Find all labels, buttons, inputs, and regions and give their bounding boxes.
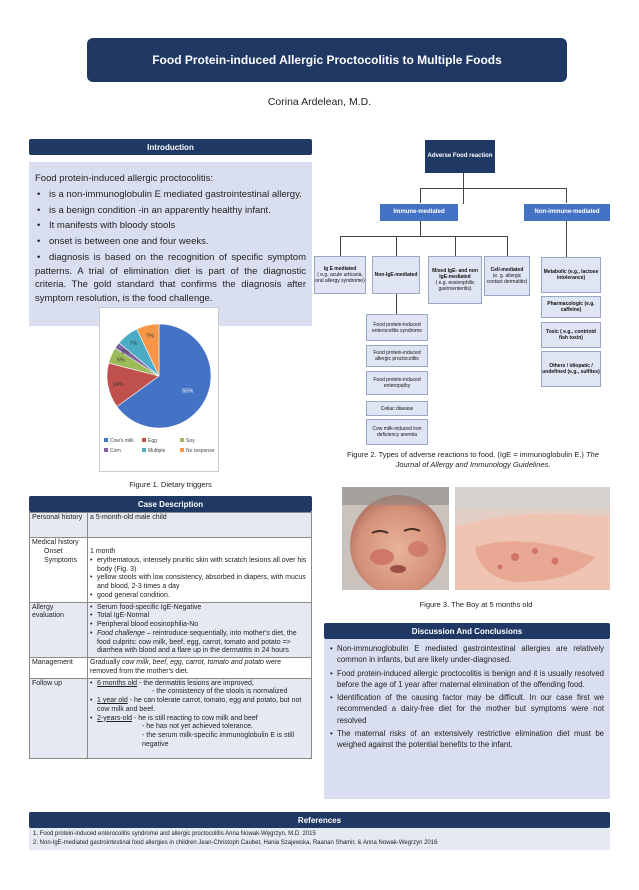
discussion-box [324,639,610,799]
flow-sub-item: Food protein-induced enterocolitis syndrome [366,314,428,341]
legend-label: Egg [148,438,157,444]
pie-chart [100,308,218,471]
figure-1-caption: Figure 1. Dietary triggers [129,480,212,489]
medical-history-label: Medical history [32,539,79,546]
legend-label: No response [186,448,215,454]
flow-mixed: Mixed IgE- and non IgE-mediated ( e.g. eosinophilic gastroenteritis) [428,256,482,304]
flow-toxic: Toxic ( e.g., contrinid fish toxin) [541,322,601,348]
row-value: a 5-month-old male child [88,513,312,538]
allergy-item: • Food challenge – reintroduce sequentially, into mother's diet, the food culprits: cow milk, beef, egg, carrot, tomato and potato => diarrhea with blood and a flare up in the dermatitis in 24 hours [90,630,309,656]
allergy-item: • Peripheral blood eosinophilia-No [90,621,309,630]
row-key: Personal history [30,513,88,538]
row-value [88,538,312,603]
author: Corina Ardelean, M.D. [267,96,372,108]
row-key: Management [30,658,88,679]
flow-nonige: Non-IgE-mediated [372,256,420,294]
table-row [30,538,312,603]
table-row [30,678,312,758]
flow-ige: Ig E mediated ( e.g. acute urticaria, oral allergy syndrome) [314,256,366,294]
intro-bullet: • is a non-immunoglobulin E mediated gastrointestinal allergy. [37,188,302,200]
row-value: Gradually cow milk, beef, egg, carrot, tomato and potato were removed from the mother's diet. [88,658,312,679]
figure-2-caption: Figure 2. Types of adverse reactions to food. (IgE = immunoglobulin E.) The Journal of Allergy and Immunology Guidelines. [347,450,599,470]
discussion-item: • Non-immunoglobulin E mediated gastrointestinal allergies are relatively common in infants, but are likely under-diagnosed. [330,643,604,666]
legend-swatch [104,438,108,442]
symptom-item: • erythematous, intensely pruritic skin with scratch lesions all over his body (Fig. 3) [90,557,309,575]
pie-data-label: 7% [129,341,138,348]
introduction-heading: Introduction [29,139,312,155]
poster-title: Food Protein-induced Allergic Proctocolitis to Multiple Foods [87,38,567,82]
follow-up-item: • 6 months old - the dermatitis lesions are improved, - the consistency of the stools is normalized [90,680,309,698]
flow-sub-item: Cow milk-induced iron deficiency anemia [366,419,428,445]
intro-lead: Food protein-induced allergic proctocolitis: [35,173,213,184]
follow-up-item: • 1 year old - he can tolerate carrot, tomato, egg and potato, but not cow milk and beef. [90,697,309,715]
legend-swatch [180,448,184,452]
flow-sub-item: Celiac disease [366,401,428,416]
pie-data-label: 2% [121,349,130,356]
onset-value: 1 month [90,548,116,555]
infant-face-photo [342,487,449,590]
table-row [30,513,312,538]
legend-label: Corn [110,448,121,454]
intro-bullet: • It manifests with bloody stools [37,220,176,232]
legend-label: Multiple [148,448,166,454]
reference-item: 2. Non-IgE-mediated gastrointestinal food allergies in children Jean-Christoph Caubet, Hania Szajewska, Raanan Shamir, & Anna Nowak-Wegrzyn 2016 [33,840,438,846]
legend-label: Cow's milk [110,438,134,444]
symptom-item: • yellow stools with low consistency, absorbed in diapers, with mucus and blood, 2-3 times a day [90,574,309,592]
table-row [30,602,312,658]
allergy-item: • Total IgE-Normal [90,612,309,621]
legend-swatch [142,448,146,452]
symptom-item: • good general condition. [90,592,309,601]
legend-swatch [180,438,184,442]
case-table-wrap [29,512,312,759]
case-description-heading: Case Description [29,496,312,512]
flow-metabolic: Metabolic (e.g., lactose intolerance) [541,257,601,293]
discussion-item: • The maternal risks of an extensively restrictive elimination diet must be weighed against the potential benefits to the infant. [330,728,604,751]
discussion-heading: Discussion And Conclusions [324,623,610,639]
case-table [29,512,312,759]
pie-data-label: 14% [112,381,124,388]
flow-sub-item: Food protein-induced allergic proctocolitis [366,345,428,367]
follow-up-item: • 2-years-old - he is still reacting to cow milk and beef - he has not yet achieved tolerance. - the serum milk-specific immunoglobulin E is still negative [90,715,309,750]
intro-bullet: • is a benign condition -in an apparently healthy infant. [37,204,271,216]
pie-chart-frame [99,307,219,472]
onset-label: Onset [44,547,63,555]
pie-data-label: 65% [182,388,194,395]
row-value [88,602,312,658]
symptoms-label: Symptoms [44,556,78,564]
allergy-item: • Serum food-specific IgE-Negative [90,604,309,613]
flow-nonimmune: Non-immune-mediated [524,204,610,221]
discussion-item: • Food protein-induced allergic proctocolitis is benign and it is usually resolved before the age of 1 year after maternal elimination of the offending food. [330,668,604,691]
flow-root: Adverse Food reaction [425,140,495,173]
intro-bullet: • diagnosis is based on the recognition of specific symptom patterns. A trial of elimination diet is part of the diagnostic criteria. The gold standard that confirms the diagnosis after symptom resolution, is the food challenge. [35,251,306,305]
reference-item: 1. Food protein-induced enterocolitis syndrome and allergic proctocolitis Anna Nowak-Węgrzyn, M.D. 2015 [33,831,316,837]
flow-cell: Cell-mediated (e. g. allergic contact dermatitis) [484,256,530,296]
pie-data-label: 7% [145,333,154,340]
flow-pharmacologic: Pharmacologic (e.g. caffeine) [541,296,601,318]
row-value [88,678,312,758]
pie-data-label: 5% [116,357,125,364]
table-row [30,658,312,679]
figure-3-caption: Figure 3. The Boy at 5 months old [419,600,533,609]
introduction-box [29,162,312,326]
row-key: Follow up [30,678,88,758]
references-box [29,828,610,850]
discussion-item: • Identification of the causing factor may be difficult. In our case first we recommended a dairy-free diet for the mother but symptoms were not resolved [330,692,604,726]
legend-label: Soy [186,438,195,444]
legend-swatch [104,448,108,452]
flow-sub-item: Food protein-induced enteropathy [366,371,428,395]
flow-immune: Immune-mediated [380,204,458,221]
intro-bullet: • onset is between one and four weeks. [37,236,209,248]
infant-leg-photo [455,487,610,590]
row-key [30,538,88,603]
legend-swatch [142,438,146,442]
row-key: Allergy evaluation [30,602,88,658]
flow-others: Others / idiopatic / undefined (e.g., sulfites) [541,351,601,387]
references-heading: References [29,812,610,828]
